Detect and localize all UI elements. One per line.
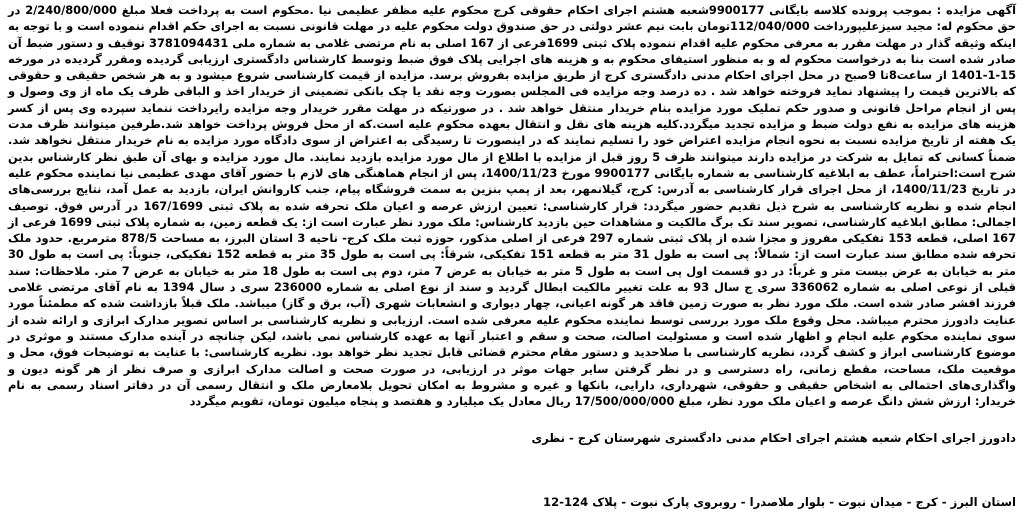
signature-line: دادورز اجرای احکام شعبه هشتم اجرای احکام مدنی دادگستری شهرستان کرج - نظری xyxy=(531,431,1016,445)
auction-notice-body: آگهی مزایده : بموجب پرونده کلاسه بایگانی 9900177شعبه هشتم اجرای احکام حقوقی کرج محکوم علیه مظفر عظیمی نیا .محکوم است به پرداخت فعلا مبلغ 2/240/800/000 در حق محکوم له: مجید سیزعلیپورداخت 112/040/000تومان بابت نیم عشر دولتی در حق صندوق دولت محکوم علیه در مهلت قانونی نسبت به اجرای حکم اقدام ننموده است و با توجه به اینکه وثیقه گذار در مهلت مقرر به معرفی محکوم علیه اقدام ننموده پلاک ثبتی 1699فرعی از 167 اصلی به نام مرتضی غلامی به شماره ملی 3781094431 توقیف و دستور ضبط آن صادر شده است بنا به درخواست محکوم له و به منظور استیفای محکوم به و هزینه های اجرایی پلاک فوق ضبط وتوسط کارشناس دادگستری ارزیابی گردیده ومقرر گردیده در مورخه 15-1-1401 از ساعت8تا 9صبح در محل اجرای احکام مدنی دادگستری کرج از طریق مزایده بفروش برسد. مزایده از قیمت کارشناسی شروع میشود و به هر شخص حقیقی و حقوقی که بالاترین قیمت را پیشنهاد نماید فروخته خواهد شد . ده درصد وجه مزایده فی المجلس بصورت وجه نقد یا چک بانکی تضمینی از خریدار اخذ و الباقی ظرف یک ماه از وی وصول و پس از انجام مراحل قانونی و صدور حکم تملیک مورد مزایده بنام خریدار منتقل خواهد شد . در صورتیکه در مهلت مقرر خریدار وجه مزایده رایرداخت ننماید سپرده وی پس از کسر هزینه های مزایده به نفع دولت ضبط و مزایده تجدید میگردد.کلیه هزینه های نقل و انتقال بعهده محکوم علیه است.که از محل فروش پرداخت خواهد شد.طرفین میتوانند ظرف مدت یک هفته از تاریخ مزایده نسبت به نحوه انجام مزایده اعتراض خود را تسلیم نمایند که در اینصورت تا رسیدگی به اعتراض از سوی دادگاه مورد مزایده به نام خریدار منتقل نخواهد شد. ضمناً کسانی که تمایل به شرکت در مزایده دارند میتوانند ظرف 5 روز قبل از مزایده با اطلاع از مال مورد مزایده بازدید نمایند. مال مورد مزایده و بهای آن طبق نظر کارشناس بدین شرح است:احتراماً، عطف به ابلاغیه کارشناسی به شماره بایگانی 9900177 مورخ 1400/11/23، پس از انجام هماهنگی های لازم با حضور آقای مهدی عظیمی نیا نماینده محکوم علیه در تاریخ 1400/11/23، از محل اجرای قرار کارشناسی به آدرس: کرج، گیلانمهر، بعد از پمپ بنزین به سمت فروشگاه پیام، جنب کاروانش ایران، بازدید به عمل آمد، نتایج بررسی‌های انجام شده و نظریه کارشناسی به شرح ذیل تقدیم حضور میگردد: قرار کارشناسی: تعیین ارزش عرصه و اعیان ملک تحرفه شده به پلاک ثبتی 167/1699 در آدرس فوق. توصیف اجمالی: مطابق ابلاغیه کارشناسی، تصویر سند تک برگ مالکیت و مشاهدات حین بازدید کارشناس: ملک مورد نظر عبارت است از: یک قطعه زمین، به شماره پلاک ثبتی 1699 فرعی از 167 اصلی، قطعه 153 تفکیکی مفروز و مجزا شده از پلاک ثبتی شماره 297 فرعی از اصلی مذکور، حوزه ثبت ملک کرج- ناحیه 3 استان البرز، به مساحت 878/5 مترمربع. حدود ملک تحرفه شده مطابق سند عبارت است از: شمالاً: پی است به طول 31 متر به قطعه 151 تفکیکی، شرقاً: پی است به طول 35 متر به قطعه 152 تفکیکی، جنوباً: پی است به طول 30 متر به خیابان به عرض بیست متر و غرباً: در دو قسمت اول پی است به طول 5 متر به خیابان به عرض 7 متر، دوم پی است به طول 18 متر به خیابان به عرض 7 متر. ملاحظات: سند قبلی از نوعی اصلی به شماره 336062 سری ج سال 93 به علت تغییر مالکیت ابطال گردید و سند از نوع اصلی به شماره 236000 سری د سال 1394 به نام آقای مرتضی غلامی فرزند افشر صادر شده است. ملک مورد نظر به صورت زمین فاقد هر گونه اعیانی، چهار دیواری و انشعابات شهری (آب، برق و گاز) میباشد. ملک قبلاً بازداشت شده که مطمئناً مورد عنایت دادورز محترم میباشد. محل وقوع ملک مورد بررسی توسط نماینده محکوم علیه معرفی شده است. ارزیابی و نظریه کارشناسی بر اساس تصویر مدارک ابرازی و ارائه شده از سوی نماینده محکوم علیه انجام و اظهار شده است و مسئولیت اصالت، صحت و سقم و اعتبار آنها به عهده کارشناس نمی باشد، لیکن چنانچه در آینده مدارک مستند و موثری در موضوع کارشناسی ابراز و کشف گردد، نظریه کارشناسی با صلاحدید و دستور مقام محترم قضائی قابل تجدید نظر خواهد بود. نظریه کارشناسی: با عنایت به توضیحات فوق، محل و موقعیت ملک، مساحت، مقطع زمانی، راه دسترسی و در نظر گرفتن سایر جهات موثر در ارزیابی، در صورت صحت و اصالت مدارک ابرازی و صرف نظر از هر گونه دیون و واگذاری‌های احتمالی به اشخاص حقیقی و حقوقی، شهرداری، دارایی، بانکها و غیره و مشروط به امکان تحویل بلامعارض ملک و انتقال رسمی آن در دفاتر اسناد رسمی به نام خریدار: ارزش شش دانگ عرصه و اعیان ملک مورد نظر، مبلغ 17/500/000/000 ریال معادل یک میلیارد و هفتصد و پنجاه میلیون تومان، تقویم میگردد xyxy=(8,3,1017,409)
address-line: استان البرز - کرج - میدان نبوت - بلوار ملاصدرا - روبروی پارک نبوت - پلاک 124-12 xyxy=(543,495,1016,509)
